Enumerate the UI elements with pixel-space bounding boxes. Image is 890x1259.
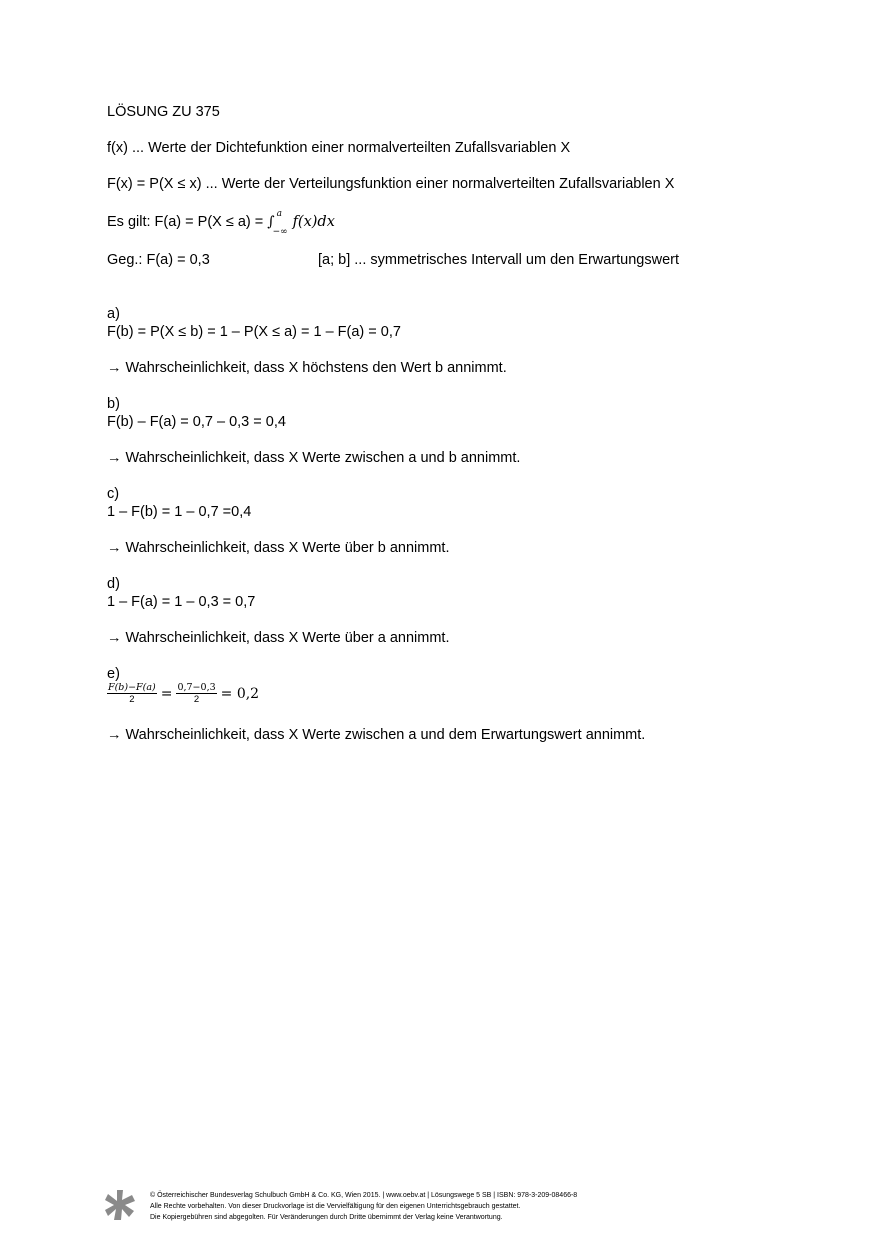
- result: = 0,2: [220, 686, 260, 703]
- fraction-2-denominator: 2: [193, 694, 200, 706]
- part-a-label: a): [107, 306, 120, 322]
- part-d-formula: 1 – F(a) = 1 – 0,3 = 0,7: [107, 594, 256, 610]
- part-b-answer: → Wahrscheinlichkeit, dass X Werte zwischen a und b annimmt.: [107, 450, 521, 466]
- fraction-2-numerator: 0,7−0,3: [177, 682, 216, 694]
- part-e-label: e): [107, 666, 120, 682]
- logo-shape: [105, 1190, 135, 1220]
- gegeben-left: Geg.: F(a) = 0,3: [107, 252, 210, 268]
- part-b-label: b): [107, 396, 120, 412]
- part-a-answer: → Wahrscheinlichkeit, dass X höchstens den Wert b annimmt.: [107, 360, 507, 376]
- part-a-formula: F(b) = P(X ≤ b) = 1 – P(X ≤ a) = 1 – F(a) = 0,7: [107, 324, 401, 340]
- part-e-answer: → Wahrscheinlichkeit, dass X Werte zwischen a und dem Erwartungswert annimmt.: [107, 727, 646, 743]
- fraction-1-denominator: 2: [129, 694, 135, 706]
- part-c-formula: 1 – F(b) = 1 – 0,7 =0,4: [107, 504, 252, 520]
- es-gilt-prefix: Es gilt: F(a) = P(X ≤ a) =: [107, 213, 268, 230]
- es-gilt-line: [107, 209, 335, 237]
- part-d-answer: → Wahrscheinlichkeit, dass X Werte über a annimmt.: [107, 630, 450, 646]
- footer: [150, 1190, 577, 1223]
- intro-density: f(x) ... Werte der Dichtefunktion einer normalverteilten Zufallsvariablen X: [107, 140, 571, 156]
- fraction-2: [176, 682, 216, 706]
- integrand: f(x)dx: [292, 213, 335, 230]
- fraction-1-numerator: F(b)−F(a): [108, 682, 156, 694]
- footer-disclaimer: Die Kopiergebühren sind abgegolten. Für Veränderungen durch Dritte übernimmt der Verlag keine Verantwortung.: [150, 1214, 503, 1221]
- integral-limits: [272, 209, 293, 237]
- part-d-label: d): [107, 576, 120, 592]
- publisher-logo-icon: [104, 1189, 136, 1221]
- part-b-formula: F(b) – F(a) = 0,7 – 0,3 = 0,4: [107, 414, 286, 430]
- part-c-label: c): [107, 486, 120, 502]
- equals-sign: =: [160, 686, 173, 703]
- footer-copyright: © Österreichischer Bundesverlag Schulbuch GmbH & Co. KG, Wien 2015. | www.oebv.at | Lösungswege 5 SB | ISBN: 978-3-209-08466-8: [150, 1192, 578, 1199]
- fraction-1: [107, 682, 157, 706]
- intro-distribution: F(x) = P(X ≤ x) ... Werte der Verteilungsfunktion einer normalverteilten Zufallsvariablen X: [107, 176, 675, 192]
- integral-lower: −∞: [272, 227, 288, 237]
- page-title: LÖSUNG ZU 375: [107, 104, 220, 120]
- integral-sign: ∫: [267, 213, 275, 230]
- part-c-answer: → Wahrscheinlichkeit, dass X Werte über b annimmt.: [107, 540, 450, 556]
- part-e-formula: [107, 681, 263, 707]
- gegeben-right: [a; b] ... symmetrisches Intervall um den Erwartungswert: [318, 252, 680, 268]
- footer-rights: Alle Rechte vorbehalten. Von dieser Druckvorlage ist die Vervielfältigung für den eigenen Unterrichtsgebrauch gestattet.: [150, 1203, 521, 1210]
- integral-upper: a: [276, 209, 282, 219]
